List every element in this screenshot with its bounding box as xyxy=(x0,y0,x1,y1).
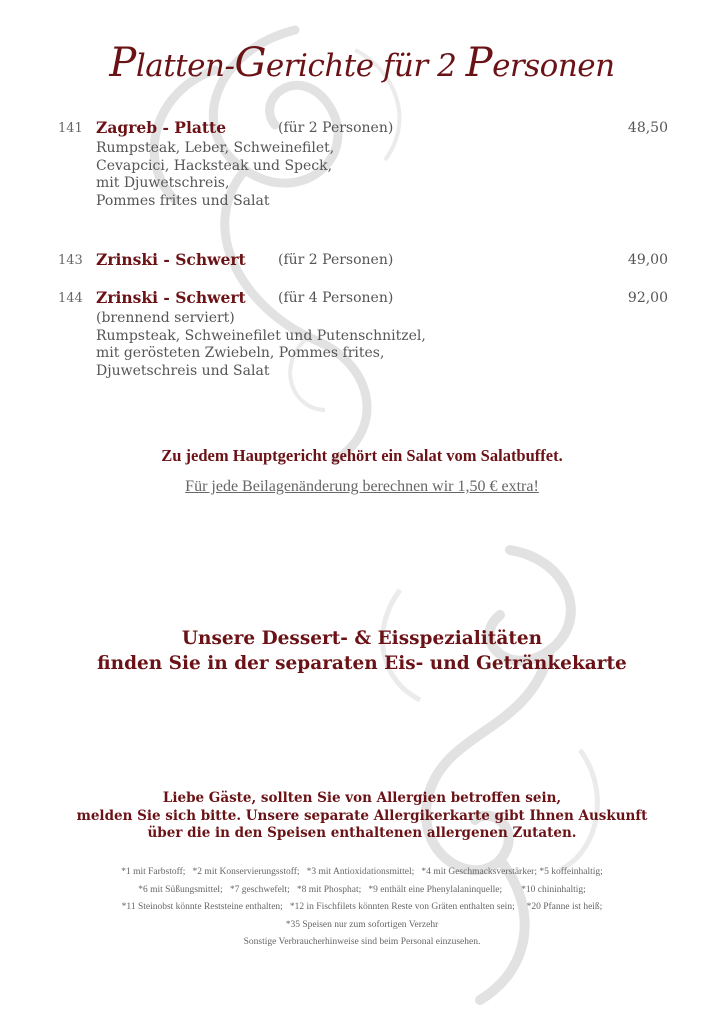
footnote-line: *1 mit Farbstoff; *2 mit Konservierungsstoff; *3 mit Antioxidationsmittel; *4 mit Geschmacksverstärker; *5 koffeinhaltig; xyxy=(121,867,603,877)
footnotes xyxy=(0,864,724,952)
dish-price: 92,00 xyxy=(627,290,668,306)
dish-name: Zrinski - Schwert xyxy=(96,288,246,307)
dish-number: 141 xyxy=(58,121,83,136)
dish-name: Zagreb - Platte xyxy=(96,118,227,137)
footnote-line: *11 Steinobst könnte Reststeine enthalten; *12 in Fischfilets könnten Reste von Gräten enthalten sein; *20 Pfanne ist heiß; xyxy=(121,902,603,912)
allergy-notice: Liebe Gäste, sollten Sie von Allergien betroffen sein, melden Sie sich bitte. Unsere separate Allergikerkarte gibt Ihnen Auskunft über die in den Speisen enthaltenen allergenen Zutaten. xyxy=(76,790,648,841)
dish-name: Zrinski - Schwert xyxy=(96,250,246,269)
dish-143 xyxy=(58,250,668,272)
footnote-line: Sonstige Verbraucherhinweise sind beim Personal einzusehen. xyxy=(243,937,481,947)
footnote-line: *6 mit Süßungsmittel; *7 geschwefelt; *8 mit Phosphat; *9 enthält eine Phenylalaninquelle; *10 chininhaltig; xyxy=(138,884,586,895)
dish-144 xyxy=(58,288,668,380)
dish-price: 49,00 xyxy=(627,252,668,268)
dish-persons: (für 2 Personen) xyxy=(278,252,394,268)
page-title: Platten-Gerichte für 2 Personen xyxy=(109,40,615,86)
dish-persons: (für 4 Personen) xyxy=(278,290,394,306)
side-change-note: Für jede Beilagenänderung berechnen wir 1,50 € extra! xyxy=(185,478,539,495)
salad-note: Zu jedem Hauptgericht gehört ein Salat vom Salatbuffet. xyxy=(161,446,563,465)
dish-persons: (für 2 Personen) xyxy=(278,120,394,136)
dish-141 xyxy=(58,118,668,210)
dish-number: 143 xyxy=(58,253,83,268)
footnote-line: *35 Speisen nur zum sofortigen Verzehr xyxy=(285,919,439,930)
dish-description: Rumpsteak, Leber, Schweinefilet, Cevapcici, Hacksteak und Speck, mit Djuwetschreis, Pommes frites und Salat xyxy=(96,140,335,209)
dessert-notice: Unsere Dessert- & Eisspezialitäten finden Sie in der separaten Eis- und Getränkekarte xyxy=(97,628,627,674)
dish-number: 144 xyxy=(58,291,83,306)
dish-price: 48,50 xyxy=(627,120,668,136)
dish-description: (brennend serviert) Rumpsteak, Schweinefilet und Putenschnitzel, mit gerösteten Zwiebeln, Pommes frites, Djuwetschreis und Salat xyxy=(96,310,426,379)
